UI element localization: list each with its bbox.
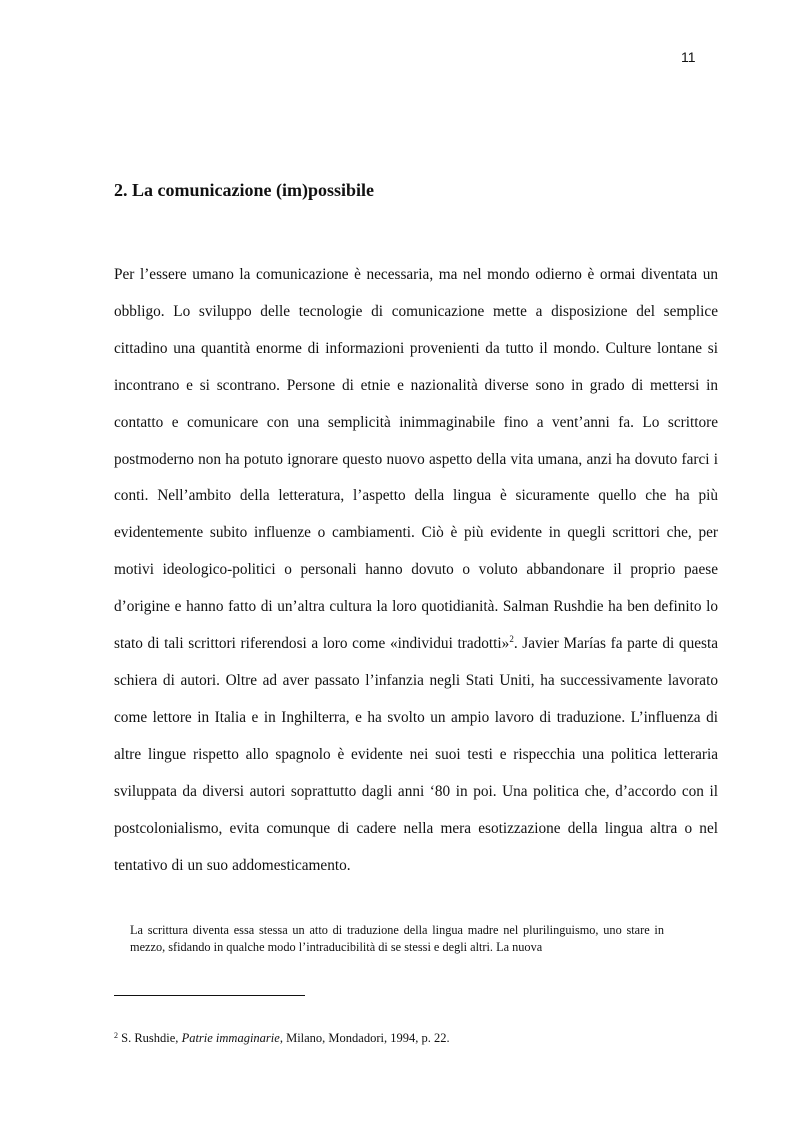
footnote: [114, 1031, 450, 1046]
block-quote: La scrittura diventa essa stessa un atto di traduzione della lingua madre nel plurilinguismo, uno stare in mezzo, sfidando in qualche modo l’intraducibilità di se stessi e degli altri. La nuova: [130, 923, 664, 954]
page-number: 11: [681, 49, 696, 65]
footnote-number: 2: [114, 1031, 118, 1040]
footnote-reference[interactable]: 2: [509, 634, 514, 645]
footnote-details: , Milano, Mondadori, 1994, p. 22.: [279, 1031, 450, 1045]
paragraph-text-part-2: . Javier Marías fa parte di questa schiera di autori. Oltre ad aver passato l’infanzia negli Stati Uniti, ha successivamente lavorato come lettore in Italia e in Inghilterra, e ha svolto un ampio lavoro di traduzione. L’influenza di altre lingue rispetto allo spagnolo è evidente nei suoi testi e rispecchia una politica letteraria sviluppata da diversi autori soprattutto dagli anni ‘80 in poi. Una politica che, d’accordo con il postcolonialismo, evita comunque di cadere nella mera esotizzazione della lingua altra o nel tentativo di un suo addomesticamento.: [114, 635, 719, 874]
footnote-divider: [114, 995, 305, 996]
footnote-title: Patrie immaginarie: [181, 1031, 280, 1045]
body-paragraph: [114, 257, 718, 884]
footnote-author: S. Rushdie,: [121, 1031, 179, 1045]
paragraph-text-part-1: Per l’essere umano la comunicazione è necessaria, ma nel mondo odierno è ormai diventata un obbligo. Lo sviluppo delle tecnologie di comunicazione mette a disposizione del semplice cittadino una quantità enorme di informazioni provenienti da tutto il mondo. Culture lontane si incontrano e si scontrano. Persone di etnie e nazionalità diverse sono in grado di mettersi in contatto e comunicare con una semplicità inimmaginabile fino a vent’anni fa. Lo scrittore postmoderno non ha potuto ignorare questo nuovo aspetto della vita umana, anzi ha dovuto farci i conti. Nell’ambito della letteratura, l’aspetto della lingua è sicuramente quello che ha più evidentemente subito influenze o cambiamenti. Ciò è più evidente in quegli scrittori che, per motivi ideologico-politici o personali hanno dovuto o voluto abbandonare il proprio paese d’origine e hanno fatto di un’altra cultura la loro quotidianità. Salman Rushdie ha ben definito lo stato di tali scrittori riferendosi a loro come «individui tradotti»: [114, 266, 718, 653]
section-heading: 2. La comunicazione (im)possibile: [114, 180, 374, 200]
